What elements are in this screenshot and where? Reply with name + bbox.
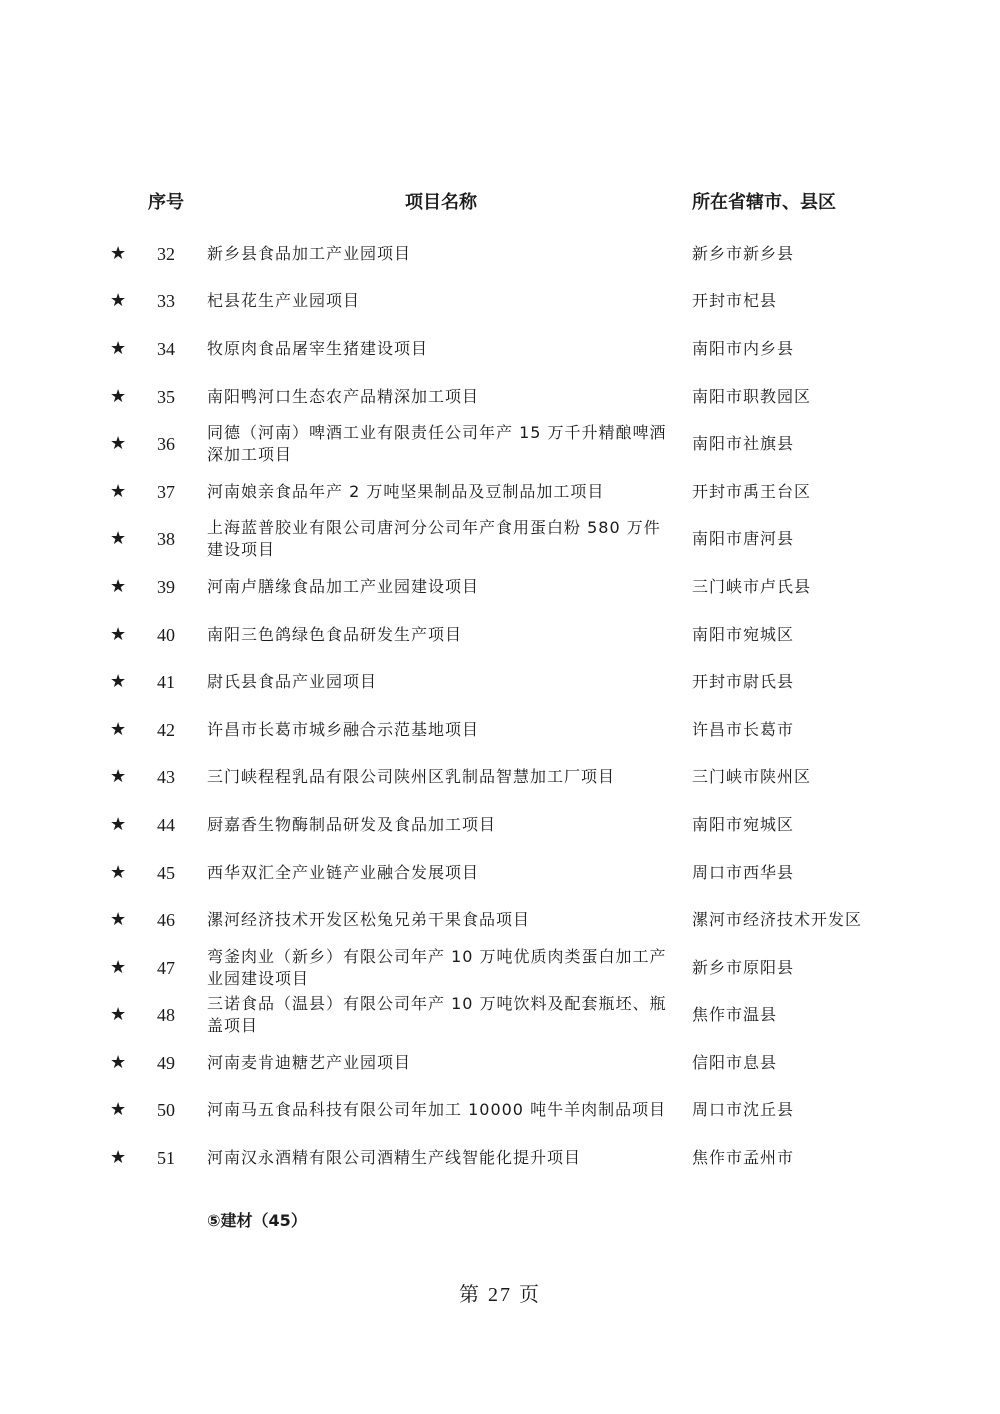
- project-name: 漯河经济技术开发区松兔兄弟干果食品项目: [207, 910, 531, 930]
- table-row: [0, 420, 1000, 468]
- row-number: 38: [157, 529, 175, 550]
- table-row: [0, 754, 1000, 802]
- star-mark-icon: ★: [110, 861, 127, 883]
- project-location: 南阳市唐河县: [692, 529, 795, 549]
- project-location: 开封市杞县: [692, 291, 778, 311]
- project-name: 南阳三色鸽绿色食品研发生产项目: [207, 624, 463, 644]
- header-project-name: 项目名称: [405, 192, 477, 213]
- project-location: 新乡市新乡县: [692, 243, 795, 263]
- project-name: 西华双汇全产业链产业融合发展项目: [207, 862, 480, 882]
- project-name: 厨嘉香生物酶制品研发及食品加工项目: [207, 814, 497, 834]
- project-table: [0, 230, 1000, 1182]
- star-mark-icon: ★: [110, 433, 127, 455]
- row-number: 44: [157, 814, 175, 835]
- page-number: 第 27 页: [459, 1284, 541, 1306]
- project-location: 周口市西华县: [692, 862, 795, 882]
- project-name: 许昌市长葛市城乡融合示范基地项目: [207, 719, 480, 739]
- project-location: 南阳市内乡县: [692, 338, 795, 358]
- row-number: 36: [157, 434, 175, 455]
- star-mark-icon: ★: [110, 909, 127, 931]
- project-name: 同德（河南）啤酒工业有限责任公司年产 15 万千升精酿啤酒深加工项目: [207, 423, 667, 465]
- project-name: 尉氏县食品产业园项目: [207, 672, 378, 692]
- project-name: 弯釜肉业（新乡）有限公司年产 10 万吨优质肉类蛋白加工产业园建设项目: [207, 946, 667, 988]
- project-location: 三门峡市卢氏县: [692, 576, 812, 596]
- project-name: 杞县花生产业园项目: [207, 291, 361, 311]
- project-location: 焦作市孟州市: [692, 1148, 795, 1168]
- star-mark-icon: ★: [110, 290, 127, 312]
- row-number: 41: [157, 672, 175, 693]
- star-mark-icon: ★: [110, 1099, 127, 1121]
- project-name: 三门峡程程乳品有限公司陕州区乳制品智慧加工厂项目: [207, 767, 616, 787]
- table-row: [0, 278, 1000, 326]
- table-row: [0, 230, 1000, 278]
- star-mark-icon: ★: [110, 671, 127, 693]
- table-row: [0, 516, 1000, 564]
- row-number: 39: [157, 576, 175, 597]
- header-location: 所在省辖市、县区: [692, 192, 836, 213]
- table-row: [0, 992, 1000, 1040]
- table-row: [0, 658, 1000, 706]
- project-name: 南阳鸭河口生态农产品精深加工项目: [207, 386, 480, 406]
- star-mark-icon: ★: [110, 1004, 127, 1026]
- row-number: 40: [157, 624, 175, 645]
- row-number: 37: [157, 481, 175, 502]
- row-number: 34: [157, 338, 175, 359]
- project-name: 河南娘亲食品年产 2 万吨坚果制品及豆制品加工项目: [207, 481, 605, 501]
- star-mark-icon: ★: [110, 956, 127, 978]
- project-name: 河南麦肯迪糖艺产业园项目: [207, 1052, 412, 1072]
- table-row: [0, 706, 1000, 754]
- project-name: 河南卢膳缘食品加工产业园建设项目: [207, 576, 480, 596]
- header-seq: 序号: [148, 192, 184, 213]
- star-mark-icon: ★: [110, 528, 127, 550]
- row-number: 43: [157, 767, 175, 788]
- star-mark-icon: ★: [110, 337, 127, 359]
- project-location: 周口市沈丘县: [692, 1100, 795, 1120]
- row-number: 47: [157, 957, 175, 978]
- row-number: 48: [157, 1005, 175, 1026]
- row-number: 45: [157, 862, 175, 883]
- project-name: 三诺食品（温县）有限公司年产 10 万吨饮料及配套瓶坯、瓶盖项目: [207, 994, 667, 1036]
- row-number: 49: [157, 1052, 175, 1073]
- project-location: 新乡市原阳县: [692, 957, 795, 977]
- star-mark-icon: ★: [110, 813, 127, 835]
- project-location: 焦作市温县: [692, 1005, 778, 1025]
- section-heading: ⑤建材（45）: [207, 1211, 307, 1230]
- project-location: 开封市禹王台区: [692, 481, 812, 501]
- table-row: [0, 563, 1000, 611]
- row-number: 51: [157, 1148, 175, 1169]
- star-mark-icon: ★: [110, 718, 127, 740]
- table-row: [0, 1039, 1000, 1087]
- star-mark-icon: ★: [110, 385, 127, 407]
- row-number: 46: [157, 910, 175, 931]
- row-number: 35: [157, 386, 175, 407]
- table-row: [0, 373, 1000, 421]
- project-location: 南阳市社旗县: [692, 434, 795, 454]
- project-name: 牧原肉食品屠宰生猪建设项目: [207, 338, 429, 358]
- row-number: 32: [157, 243, 175, 264]
- project-location: 许昌市长葛市: [692, 719, 795, 739]
- star-mark-icon: ★: [110, 575, 127, 597]
- star-mark-icon: ★: [110, 480, 127, 502]
- project-name: 河南马五食品科技有限公司年加工 10000 吨牛羊肉制品项目: [207, 1100, 667, 1120]
- table-row: [0, 1087, 1000, 1135]
- star-mark-icon: ★: [110, 1147, 127, 1169]
- row-number: 50: [157, 1100, 175, 1121]
- table-row: [0, 611, 1000, 659]
- table-row: [0, 325, 1000, 373]
- project-location: 三门峡市陕州区: [692, 767, 812, 787]
- star-mark-icon: ★: [110, 1051, 127, 1073]
- table-row: [0, 896, 1000, 944]
- table-row: [0, 944, 1000, 992]
- star-mark-icon: ★: [110, 242, 127, 264]
- project-location: 信阳市息县: [692, 1052, 778, 1072]
- project-name: 河南汉永酒精有限公司酒精生产线智能化提升项目: [207, 1148, 582, 1168]
- table-row: [0, 468, 1000, 516]
- row-number: 33: [157, 291, 175, 312]
- star-mark-icon: ★: [110, 623, 127, 645]
- table-row: [0, 849, 1000, 897]
- row-number: 42: [157, 719, 175, 740]
- project-location: 南阳市宛城区: [692, 624, 795, 644]
- project-location: 南阳市宛城区: [692, 814, 795, 834]
- star-mark-icon: ★: [110, 766, 127, 788]
- project-location: 开封市尉氏县: [692, 672, 795, 692]
- table-header: [0, 188, 1000, 216]
- table-row: [0, 1134, 1000, 1182]
- project-location: 南阳市职教园区: [692, 386, 812, 406]
- table-row: [0, 801, 1000, 849]
- project-name: 新乡县食品加工产业园项目: [207, 243, 412, 263]
- project-name: 上海蓝普胶业有限公司唐河分公司年产食用蛋白粉 580 万件建设项目: [207, 518, 661, 560]
- project-location: 漯河市经济技术开发区: [692, 910, 863, 930]
